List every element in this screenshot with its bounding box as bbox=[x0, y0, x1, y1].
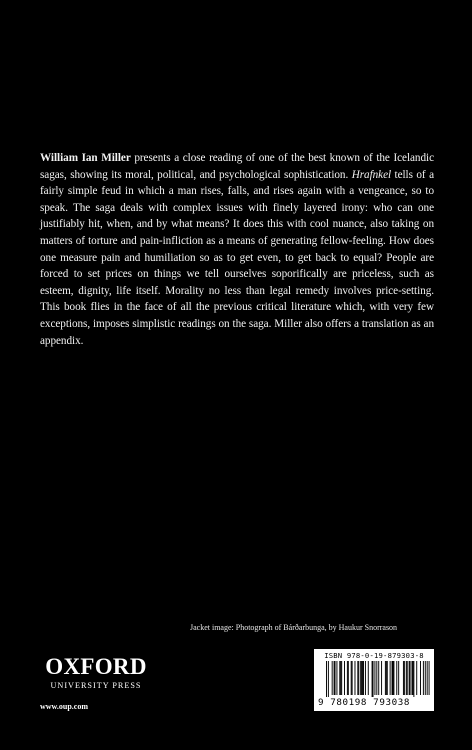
barcode-bar bbox=[396, 661, 397, 695]
back-cover-blurb bbox=[40, 150, 434, 349]
barcode-bar bbox=[368, 661, 369, 695]
barcode-digits: 9 780198 793038 bbox=[318, 697, 410, 708]
barcode-bar bbox=[372, 661, 373, 697]
barcode-bar bbox=[347, 661, 348, 695]
barcode-bar bbox=[412, 661, 413, 695]
barcode-bar bbox=[373, 661, 374, 697]
barcode-bar bbox=[376, 661, 377, 695]
barcode-bar bbox=[360, 661, 361, 695]
barcode-bar bbox=[393, 661, 394, 695]
barcode-bar bbox=[341, 661, 342, 695]
isbn-label: ISBN 978-0-19-879303-8 bbox=[324, 651, 424, 660]
barcode-bar bbox=[365, 661, 366, 695]
barcode-bar bbox=[374, 661, 375, 695]
barcode-bar bbox=[423, 661, 424, 695]
blurb-text-part-2: tells of a fairly simple feud in which a man rises, falls, and rises again with a vengeance, so to speak. The saga deals with complex issues with finely layered irony: who can one justifiably hit, when, and by what means? It does this with cool nuance, also taking on matters of torture and pain-infliction as a means of generating fellow-feeling. How does one measure pain and humiliation so as to get even, to get back to equal? People are forced to set prices on things we tell ourselves soporifically are priceless, such as esteem, dignity, life itself. Morality no less than legal remedy involves price-setting. This book flies in the face of all the previous critical literature which, with very few exceptions, imposes simplistic readings on the saga. Miller also offers a translation as an appendix. bbox=[40, 168, 434, 347]
barcode-bar bbox=[361, 661, 362, 695]
barcode-bar bbox=[386, 661, 387, 695]
barcode-bar bbox=[357, 661, 358, 695]
barcode-bar bbox=[404, 661, 405, 695]
publisher-website: www.oup.com bbox=[40, 702, 89, 711]
barcode-bar bbox=[409, 661, 410, 695]
publisher-name: OXFORD bbox=[45, 654, 147, 679]
barcode-bar bbox=[328, 661, 329, 697]
barcode-bar bbox=[363, 661, 364, 695]
blurb-text-part-1: presents a close reading of one of the best known of the Icelandic sagas, showing its moral, political, and psychological sophistication. bbox=[40, 152, 434, 181]
barcode-bar bbox=[362, 661, 363, 695]
barcode-bar bbox=[348, 661, 349, 695]
barcode-bar bbox=[336, 661, 337, 695]
barcode-bar bbox=[407, 661, 408, 695]
barcode-bar bbox=[381, 661, 382, 695]
barcode-bars bbox=[314, 661, 434, 697]
barcode-bar bbox=[410, 661, 411, 695]
barcode-bar bbox=[413, 661, 414, 697]
barcode-bar bbox=[427, 661, 428, 695]
barcode-bar bbox=[351, 661, 352, 695]
author-name: William Ian Miller bbox=[40, 152, 131, 164]
barcode-bar bbox=[326, 661, 327, 697]
barcode-bar bbox=[340, 661, 341, 695]
barcode-bar bbox=[335, 661, 336, 695]
barcode-bar bbox=[406, 661, 407, 695]
barcode-bar bbox=[425, 661, 426, 695]
barcode-bar bbox=[420, 661, 421, 695]
barcode-bar bbox=[412, 661, 413, 695]
barcode-bar bbox=[378, 661, 379, 695]
barcode-bar bbox=[344, 661, 345, 695]
barcode-bar bbox=[339, 661, 340, 695]
barcode-bar bbox=[403, 661, 404, 695]
book-title-italic: Hrafnkel bbox=[351, 168, 392, 181]
publisher-subtitle: UNIVERSITY PRESS bbox=[50, 681, 142, 690]
barcode-bar bbox=[429, 661, 430, 695]
barcode-bar bbox=[387, 661, 388, 695]
jacket-image-credit: Jacket image: Photograph of Bárðarbunga, by Haukur Snorrason bbox=[190, 623, 398, 632]
barcode-bar bbox=[390, 661, 391, 695]
barcode-bar bbox=[334, 661, 335, 695]
barcode-bar bbox=[392, 661, 393, 695]
publisher-logo bbox=[40, 655, 152, 692]
barcode-bar bbox=[352, 661, 353, 695]
isbn-barcode bbox=[314, 649, 434, 711]
barcode-bar bbox=[358, 661, 359, 695]
barcode-bar bbox=[416, 661, 417, 695]
barcode-bar bbox=[385, 661, 386, 695]
barcode-bar bbox=[393, 661, 394, 695]
barcode-bar bbox=[332, 661, 333, 695]
barcode-bar bbox=[355, 661, 356, 695]
barcode-bar bbox=[398, 661, 399, 695]
